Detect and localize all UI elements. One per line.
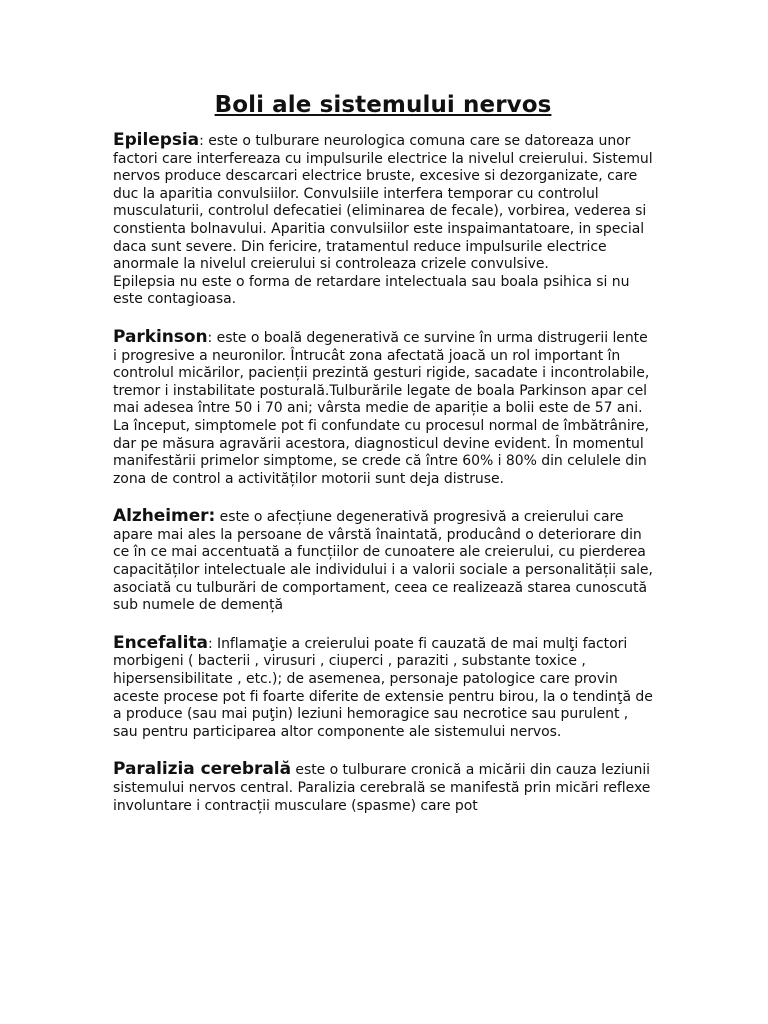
section-epilepsia bbox=[113, 132, 653, 309]
term-heading: Encefalita bbox=[113, 632, 208, 653]
section-text: este o tulburare neurologica comuna care se datoreaza unor factori care interfereaza cu impulsurile electrice la nivelul creierului. Sistemul nervos produce descarcari electrice bruste, excesive si dezorganizate, care duc la aparitia convulsiilor. Convulsiile interfera temporar cu controlul musculaturii, controlul defecatiei (eliminarea de fecale), vorbirea, vederea si constienta bolnavului. Aparitia convulsiilor este inspaimantatoare, in special daca sunt severe. Din fericire, tratamentul reduce impulsurile electrice anormale la nivelul creierului si controleaza crizele convulsive. bbox=[113, 133, 653, 273]
section-extra-text: Epilepsia nu este o forma de retardare intelectuala sau boala psihica si nu este contagioasa. bbox=[113, 273, 630, 308]
section-alzheimer bbox=[113, 508, 653, 615]
section-paralizia-cerebrala bbox=[113, 761, 653, 815]
term-heading: Parkinson bbox=[113, 326, 208, 347]
section-text: Inflamaţie a creierului poate fi cauzată de mai mulţi factori morbigeni ( bacterii , virusuri , ciuperci , paraziti , substante toxice , hipersensibilitate , etc.); de asemenea, personaje patologice care provin aceste procese pot fi foarte diferite de extensie pentru birou, la o tendinţă de a produce (sau mai puţin) leziuni hemoragice sau necrotice sau purulent , sau pentru participarea altor componente ale sistemului nervos. bbox=[113, 635, 653, 740]
term-heading: Alzheimer: bbox=[113, 506, 216, 527]
term-separator: : bbox=[207, 635, 218, 652]
section-text: este o afecțiune degenerativă progresivă a creierului care apare mai ales la persoane de vârstă înaintată, producând o deteriorare din ce în ce mai accentuată a funcțiilor de cunoatere ale creierului, cu pierderea capacităților intelectuale ale individului i a valorii sociale a personalității sale, asociată cu tulburări de comportament, ceea ce realizează starea cunoscută sub numele de demență bbox=[113, 509, 653, 614]
section-encefalita bbox=[113, 632, 653, 742]
section-parkinson bbox=[113, 326, 653, 488]
section-paragraph bbox=[113, 132, 653, 274]
section-paragraph bbox=[113, 508, 653, 615]
section-paragraph bbox=[113, 632, 653, 742]
section-paragraph bbox=[113, 761, 653, 815]
term-heading: Epilepsia bbox=[113, 130, 200, 150]
term-separator: : bbox=[199, 133, 209, 149]
section-text: este o tulburare cronică a micării din cauza leziunii sistemului nervos central. Paralizia cerebrală se manifestă prin micări reflexe involuntare i contracții musculare (spasme) care pot bbox=[113, 762, 651, 814]
section-text: este o boală degenerativă ce survine în urma distrugerii lente i progresive a neuronilor. Întrucât zona afectată joacă un rol important în controlul micărilor, pacienții prezintă gesturi rigide, sacadate i incontrolabile, tremor i instabilitate posturală.Tulburările legate de boala Parkinson apar cel mai adesea între 50 i 70 ani; vârsta medie de apariție a bolii este de 57 ani. La început, simptomele pot fi confundate cu procesul normal de îmbătrânire, dar pe măsura agravării acestora, diagnosticul devine evident. În momentul manifestării primelor simptome, se crede că între 60% i 80% din celulele din zona de control a activităților motorii sunt deja distruse. bbox=[113, 329, 650, 487]
term-separator: : bbox=[207, 329, 217, 346]
page-title: Boli ale sistemului nervos bbox=[214, 92, 552, 118]
document-page bbox=[113, 88, 653, 815]
section-paragraph bbox=[113, 326, 653, 488]
term-heading: Paralizia cerebrală bbox=[113, 759, 291, 780]
